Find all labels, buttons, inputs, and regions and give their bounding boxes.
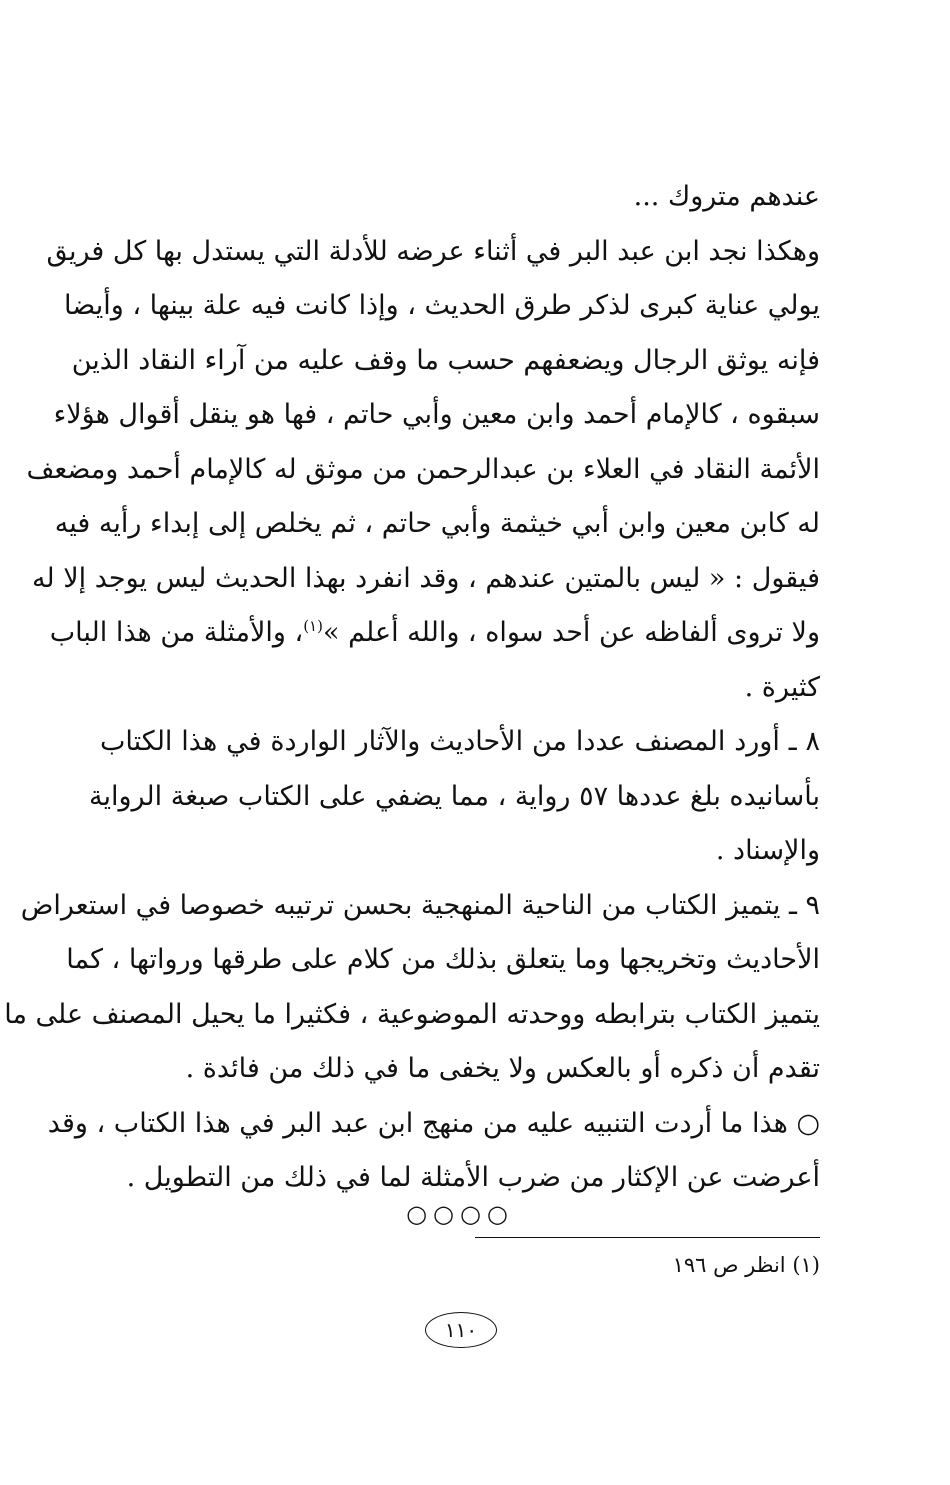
- item-9-line-4: تقدم أن ذكره أو بالعكس ولا يخفى ما في ذلك من فائدة .: [185, 1053, 820, 1084]
- body-line-3: يولي عناية كبرى لذكر طرق الحديث ، وإذا كانت فيه علة بينها ، وأيضا: [64, 290, 820, 321]
- line-tail-text: ، والأمثلة من هذا الباب: [49, 617, 304, 648]
- item-9-line-1: ٩ ـ يتميز الكتاب من الناحية المنهجية بحسن ترتيبه خصوصا في استعراض: [20, 889, 820, 921]
- item-8-line-1: ٨ ـ أورد المصنف عددا من الأحاديث والآثار الواردة في هذا الكتاب: [100, 726, 820, 757]
- page-number: ١١٠: [425, 1312, 497, 1348]
- item-9-line-3: يتميز الكتاب بترابطه ووحدته الموضوعية ، فكثيرا ما يحيل المصنف على ما: [4, 998, 820, 1030]
- body-line-10: كثيرة .: [744, 671, 820, 703]
- footnote-divider: [475, 1237, 820, 1238]
- section-separator: ○○○○: [406, 1200, 514, 1228]
- item-8-line-3: والإسناد .: [715, 835, 820, 866]
- closing-line-2: أعرضت عن الإكثار من ضرب الأمثلة لما في ذلك من التطويل .: [126, 1162, 820, 1193]
- closing-line-1: ○ هذا ما أردت التنبيه عليه من منهج ابن عبد البر في هذا الكتاب ، وقد: [47, 1107, 820, 1139]
- body-line-2: وهكذا نجد ابن عبد البر في أثناء عرضه للأدلة التي يستدل بها كل فريق: [46, 235, 820, 267]
- body-line-5: سبقوه ، كالإمام أحمد وابن معين وأبي حاتم ، فها هو ينقل أقوال هؤلاء: [53, 399, 820, 430]
- body-line-4: فإنه يوثق الرجال ويضعفهم حسب ما وقف عليه من آراء النقاد الذين: [71, 344, 820, 376]
- footnote-reference[interactable]: (١): [303, 617, 323, 635]
- body-line-7: له كابن معين وابن أبي خيثمة وأبي حاتم ، ثم يخلص إلى إبداء رأيه فيه: [54, 508, 820, 539]
- body-line-1: عندهم متروك ...: [633, 181, 820, 212]
- item-8-line-2: بأسانيده بلغ عددها ٥٧ رواية ، مما يضفي على الكتاب صبغة الرواية: [89, 780, 820, 812]
- body-line-6: الأئمة النقاد في العلاء بن عبدالرحمن من موثق له كالإمام أحمد ومضعف: [26, 453, 820, 485]
- body-text: [4, 170, 820, 1206]
- body-line-9: [49, 606, 820, 661]
- item-9-line-2: الأحاديث وتخريجها وما يتعلق بذلك من كلام على طرقها ورواتها ، كما: [66, 944, 820, 975]
- quote-end-text: ولا تروى ألفاظه عن أحد سواه ، والله أعلم »: [322, 617, 820, 648]
- footnote: (١) انظر ص ١٩٦: [672, 1253, 820, 1277]
- body-line-8: فيقول : « ليس بالمتين عندهم ، وقد انفرد بهذا الحديث ليس يوجد إلا له: [31, 562, 820, 594]
